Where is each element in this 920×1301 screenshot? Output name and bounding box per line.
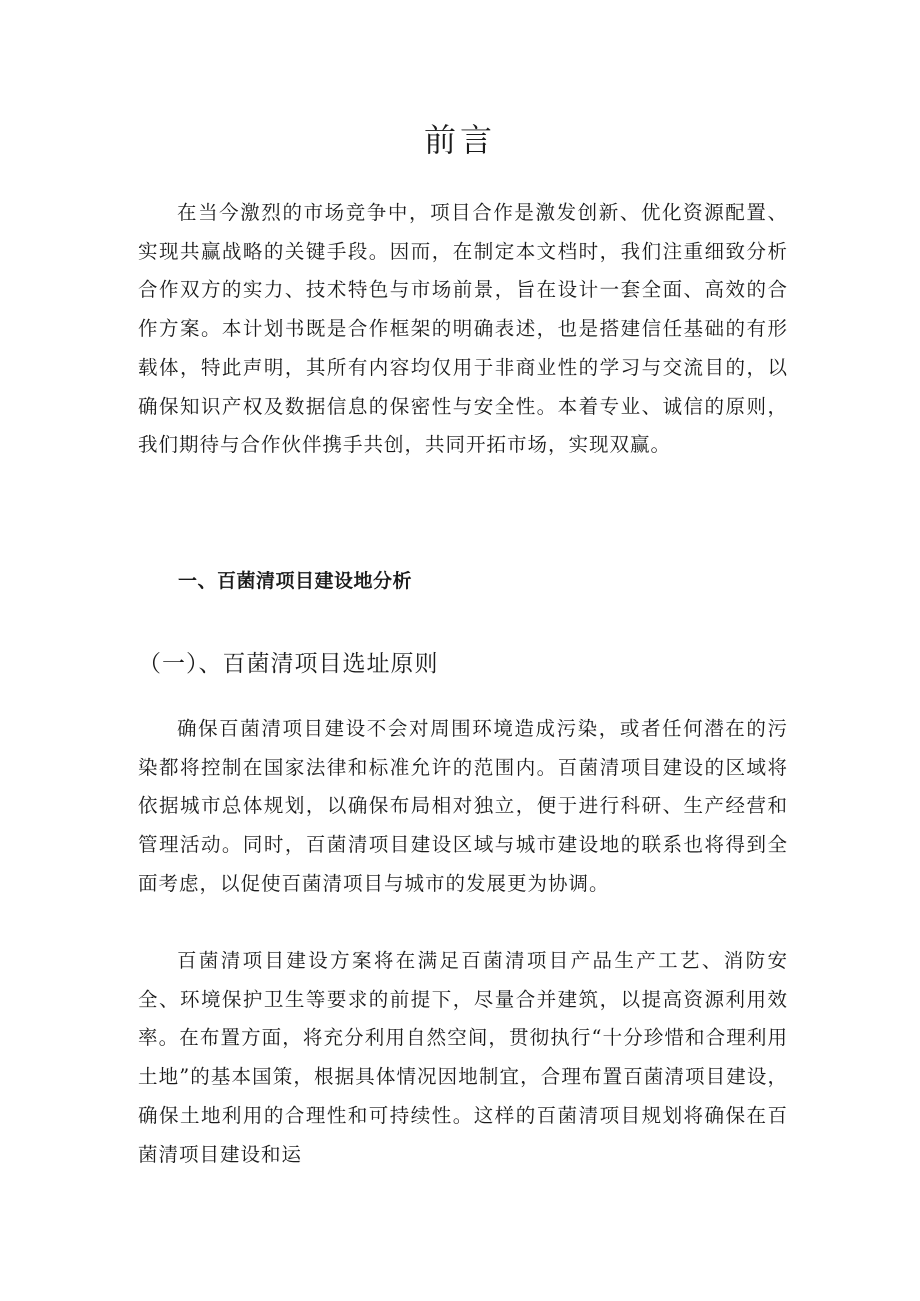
preface-paragraph: 在当今激烈的市场竞争中，项目合作是激发创新、优化资源配置、实现共赢战略的关键手段。因而，在制定本文档时，我们注重细致分析合作双方的实力、技术特色与市场前景，旨在设计一套全面、高效的合作方案。本计划书既是合作框架的明确表述，也是搭建信任基础的有形载体，特此声明，其所有内容均仅用于非商业性的学习与交流目的，以确保知识产权及数据信息的保密性与安全性。本着专业、诚信的原则，我们期待与合作伙伴携手共创，共同开拓市场，实现双赢。 [138, 201, 788, 457]
page-title: 前言 [423, 121, 496, 159]
body-paragraph-1: 确保百菌清项目建设不会对周围环境造成污染，或者任何潜在的污染都将控制在国家法律和标准允许的范围内。百菌清项目建设的区域将依据城市总体规划，以确保布局相对独立，便于进行科研、生产经营和管理活动。同时，百菌清项目建设区域与城市建设地的联系也将得到全面考虑，以促使百菌清项目与城市的发展更为协调。 [138, 717, 788, 895]
subsection-heading: （一）、百菌清项目选址原则 [138, 651, 439, 677]
body-paragraph-2: 百菌清项目建设方案将在满足百菌清项目产品生产工艺、消防安全、环境保护卫生等要求的前提下，尽量合并建筑，以提高资源利用效率。在布置方面，将充分利用自然空间，贯彻执行“十分珍惜和合理利用土地”的基本国策，根据具体情况因地制宜，合理布置百菌清项目建设，确保土地利用的合理性和可持续性。这样的百菌清项目规划将确保在百菌清项目建设和运 [138, 949, 788, 1166]
section-heading: 一、百菌清项目建设地分析 [178, 570, 413, 592]
